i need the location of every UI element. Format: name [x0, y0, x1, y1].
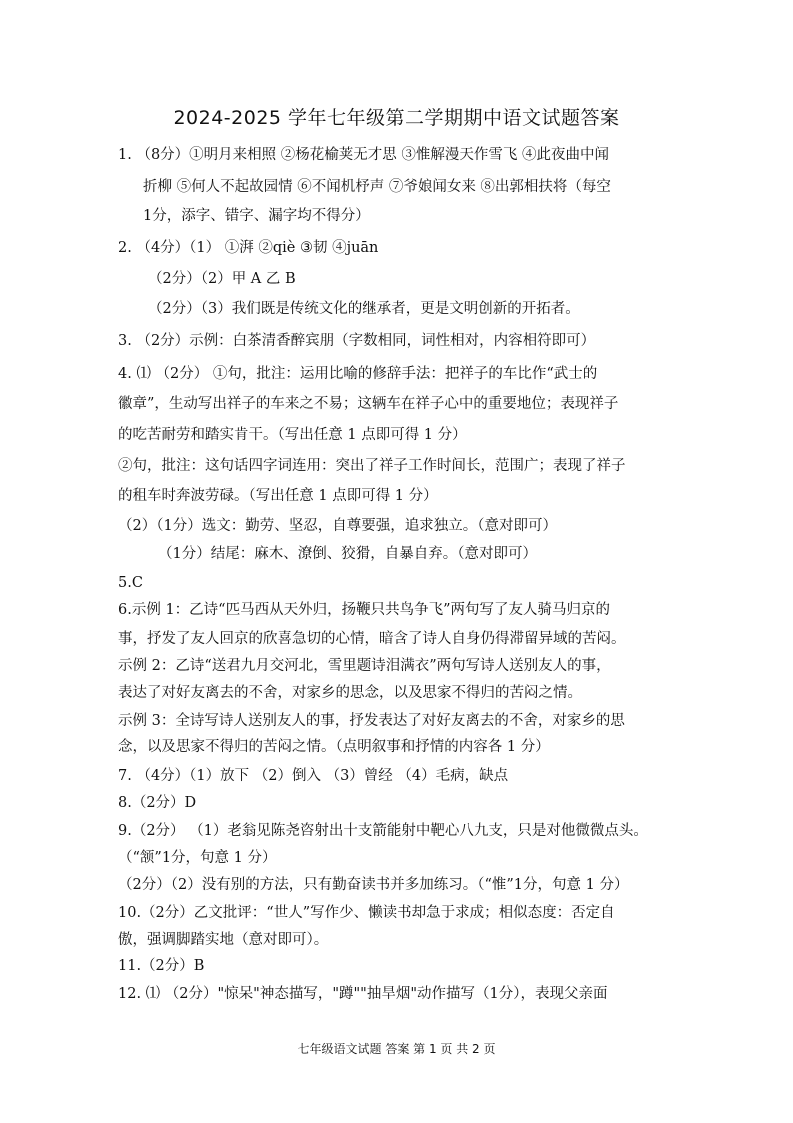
answer-line: 的吃苦耐劳和踏实肯干。（写出任意 1 点即可得 1 分） — [118, 427, 467, 443]
answer-line: 10.（2分）乙文批评：“世人”写作少、懒读书却急于求成；相似态度：否定自 — [118, 905, 615, 921]
answer-line: （2）（1分）选文：勤劳、坚忍，自尊要强，追求独立。（意对即可） — [118, 518, 557, 534]
answer-line: 7. （4分）（1）放下 （2）倒入 （3）曾经 （4）毛病，缺点 — [118, 768, 509, 784]
answer-line: 1分，添字、错字、漏字均不得分） — [143, 208, 370, 224]
answer-line: 3. （2分）示例：白茶清香醉宾朋（字数相同，词性相对，内容相符即可） — [118, 333, 596, 349]
document-title: 2024-2025 学年七年级第二学期期中语文试题答案 — [173, 107, 620, 129]
answer-line: 8.（2分）D — [118, 795, 197, 811]
answer-line: 2. （4分）（1） ①湃 ②qiè ③韧 ④juān — [118, 240, 379, 256]
answer-line: 9.（2分） （1）老翁见陈尧咨射出十支箭能射中靶心八九支，只是对他微微点头。 — [118, 823, 648, 839]
answer-line: （2分）（3）我们既是传统文化的继承者，更是文明创新的开拓者。 — [148, 301, 580, 317]
answer-line: （2分）（2）没有别的方法，只有勤奋读书并多加练习。（“惟”1分，句意 1 分） — [118, 877, 629, 893]
answer-line: （“颔”1分，句意 1 分） — [118, 850, 277, 866]
answer-line: （2分）（2）甲 A 乙 B — [148, 271, 296, 287]
answer-line: 表达了对好友离去的不舍，对家乡的思念，以及思家不得归的苦闷之情。 — [118, 685, 582, 701]
answer-line: 事，抒发了友人回京的欣喜急切的心情，暗含了诗人自身仍得滞留异域的苦闷。 — [118, 631, 626, 647]
answer-line: 示例 2：乙诗“送君九月交河北，雪里题诗泪满衣”两句写诗人送别友人的事， — [118, 658, 611, 674]
answer-line: 徽章”，生动写出祥子的车来之不易；这辆车在祥子心中的重要地位；表现祥子 — [118, 396, 619, 412]
answer-line: 傲，强调脚踏实地（意对即可）。 — [118, 932, 329, 948]
answer-line: 12. ⑴ （2分）"惊呆"神态描写，"蹲""抽旱烟"动作描写（1分），表现父亲面 — [118, 986, 608, 1002]
answer-line: 4. ⑴ （2分） ①句，批注：运用比喻的修辞手法：把祥子的车比作“武士的 — [118, 366, 598, 382]
answer-line: 1. （8分）①明月来相照 ②杨花榆荚无才思 ③惟解漫天作雪飞 ④此夜曲中闻 — [118, 147, 609, 163]
answer-line: 示例 3：全诗写诗人送别友人的事，抒发表达了对好友离去的不舍，对家乡的思 — [118, 713, 625, 729]
answer-line: 11.（2分）B — [118, 958, 205, 974]
answer-line: 6.示例 1：乙诗“匹马西从天外归，扬鞭只共鸟争飞”两句写了友人骑马归京的 — [118, 602, 610, 618]
answer-line: 的租车时奔波劳碌。（写出任意 1 点即可得 1 分） — [118, 488, 438, 504]
answer-line: ②句，批注：这句话四字词连用：突出了祥子工作时间长，范围广；表现了祥子 — [118, 458, 626, 474]
answer-line: 5.C — [118, 575, 143, 591]
answer-line: 念，以及思家不得归的苦闷之情。（点明叙事和抒情的内容各 1 分） — [118, 739, 550, 755]
page-footer: 七年级语文试题 答案 第 1 页 共 2 页 — [297, 1042, 496, 1056]
answer-line: 折柳 ⑤何人不起故园情 ⑥不闻机杼声 ⑦爷娘闻女来 ⑧出郭相扶将（每空 — [143, 179, 611, 195]
answer-line: （1分）结尾：麻木、潦倒、狡猾，自暴自弃。（意对即可） — [158, 546, 537, 562]
